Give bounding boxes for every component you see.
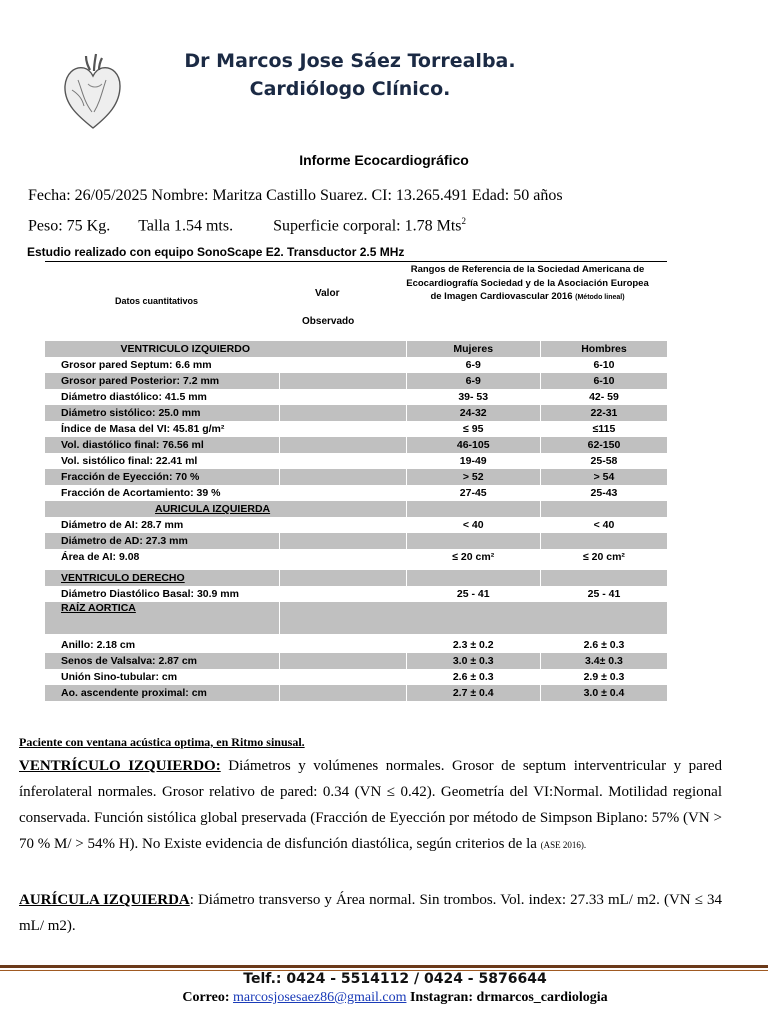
- table-top-border: [45, 261, 667, 262]
- range-mujeres: 6-9: [406, 373, 540, 389]
- empty-cell: [406, 501, 540, 517]
- table-row: [45, 517, 667, 533]
- range-hombres: ≤115: [540, 421, 667, 437]
- empty-cell: [406, 570, 540, 586]
- range-mujeres: 2.3 ± 0.2: [406, 637, 540, 653]
- table-row: [45, 389, 667, 405]
- footer-contact: [0, 990, 768, 1006]
- footer-divider: [0, 965, 768, 968]
- measurement-label: Índice de Masa del VI: 45.81 g/m²: [61, 423, 225, 435]
- section-header-row: [45, 501, 667, 517]
- range-hombres: 2.9 ± 0.3: [540, 669, 667, 685]
- section-ai-label: AURICULA IZQUIERDA: [155, 503, 271, 515]
- table-row: [45, 549, 667, 565]
- range-hombres: 6-10: [540, 373, 667, 389]
- measurement-label: Diámetro Diastólico Basal: 30.9 mm: [61, 588, 239, 600]
- table-row: [45, 533, 667, 549]
- range-hombres: 62-150: [540, 437, 667, 453]
- paciente-note: Paciente con ventana acústica optima, en Ritmo sinusal.: [19, 735, 305, 749]
- talla-value: Talla 1.54 mts.: [138, 217, 234, 235]
- rangos-method: (Método lineal): [575, 294, 625, 301]
- range-mujeres: ≤ 20 cm²: [406, 549, 540, 565]
- observed-value-cell: [279, 653, 406, 669]
- study-equipment: Estudio realizado con equipo SonoScape E2. Transductor 2.5 MHz: [27, 245, 405, 259]
- table-row: [45, 669, 667, 685]
- observed-value-cell: [279, 533, 406, 549]
- empty-cell: [540, 501, 667, 517]
- range-hombres: 25-58: [540, 453, 667, 469]
- superficie-exponent: 2: [461, 216, 467, 226]
- ai-text: : Diámetro transverso y Área normal. Sin trombos. Vol. index: 27.33 mL/ m2. (VN ≤ 34 mL/ m2).: [19, 892, 722, 934]
- measurement-label: Fracción de Acortamiento: 39 %: [61, 487, 221, 499]
- ai-heading: AURÍCULA IZQUIERDA: [19, 892, 190, 908]
- table-row: [45, 421, 667, 437]
- col-datos-cuantitativos: Datos cuantitativos: [115, 296, 199, 306]
- measurement-label: Diámetro diastólico: 41.5 mm: [61, 391, 207, 403]
- section-ao-cell: [45, 602, 279, 634]
- table-row: [45, 453, 667, 469]
- section-ao-label: RAÍZ AORTICA: [61, 602, 136, 614]
- observed-value-cell: [279, 637, 406, 653]
- section-vi-label: VENTRICULO IZQUIERDO: [45, 341, 406, 357]
- range-mujeres: 19-49: [406, 453, 540, 469]
- range-mujeres: ≤ 95: [406, 421, 540, 437]
- table-row: [45, 653, 667, 669]
- superficie-value: Superficie corporal: 1.78 Mts: [273, 217, 462, 235]
- table-row: [45, 357, 667, 373]
- section-header-row: [45, 602, 667, 634]
- observed-value-cell: [279, 373, 406, 389]
- rangos-line: de Imagen Cardiovascular 2016: [430, 291, 573, 302]
- section-header-row: [45, 570, 667, 586]
- range-mujeres: 6-9: [406, 357, 540, 373]
- range-mujeres: 46-105: [406, 437, 540, 453]
- range-hombres: > 54: [540, 469, 667, 485]
- measurement-label: Área de AI: 9.08: [61, 551, 140, 563]
- report-title: Informe Ecocardiográfico: [299, 152, 469, 168]
- measurement-label: Unión Sino-tubular: cm: [61, 671, 178, 683]
- observed-value-cell: [279, 549, 406, 565]
- empty-cell: [279, 602, 667, 634]
- vi-heading: VENTRÍCULO IZQUIERDO:: [19, 758, 221, 774]
- range-hombres: [540, 533, 667, 549]
- range-hombres: 22-31: [540, 405, 667, 421]
- observed-value-cell: [279, 357, 406, 373]
- range-hombres: 25-43: [540, 485, 667, 501]
- table-row: [45, 437, 667, 453]
- range-mujeres: < 40: [406, 517, 540, 533]
- patient-info-line: Fecha: 26/05/2025 Nombre: Maritza Castillo Suarez. CI: 13.265.491 Edad: 50 años: [28, 187, 563, 204]
- table-row: [45, 405, 667, 421]
- measurement-label: Diámetro de AD: 27.3 mm: [45, 533, 279, 549]
- table-row: [45, 469, 667, 485]
- measurement-label: Diámetro sistólico: 25.0 mm: [45, 405, 279, 421]
- col-valor: Valor: [315, 288, 340, 299]
- measurement-label: Diámetro de AI: 28.7 mm: [61, 519, 184, 531]
- range-hombres: 3.0 ± 0.4: [540, 685, 667, 701]
- observed-value-cell: [279, 669, 406, 685]
- range-mujeres: 24-32: [406, 405, 540, 421]
- range-hombres: 42- 59: [540, 389, 667, 405]
- range-hombres: 25 - 41: [540, 586, 667, 602]
- range-mujeres: 25 - 41: [406, 586, 540, 602]
- section-header-row: [45, 341, 667, 357]
- doctor-specialty: Cardiólogo Clínico.: [249, 78, 451, 100]
- observed-value-cell: [279, 405, 406, 421]
- table-row: [45, 685, 667, 701]
- footer-phone: Telf.: 0424 - 5514112 / 0424 - 5876644: [243, 971, 547, 987]
- range-mujeres: 2.7 ± 0.4: [406, 685, 540, 701]
- instagram-handle: Instagran: drmarcos_cardiologia: [406, 990, 608, 1005]
- observed-value-cell: [279, 453, 406, 469]
- measurement-label: Ao. ascendente proximal: cm: [45, 685, 279, 701]
- measurement-label: Fracción de Eyección: 70 %: [45, 469, 279, 485]
- peso-value: Peso: 75 Kg.: [28, 217, 111, 235]
- patient-measures-line: [28, 216, 466, 235]
- vi-text: Diámetros y volúmenes normales. Grosor de septum interventricular y pared ínferolateral normales. Grosor relativo de pared: 0.34 (VN ≤ 0.42). Geometría del VI:Normal. Motilidad regional conservada. Función sistólica global preservada (Fracción de Eyección por método de Simpson Biplano: 57% (VN > 70 % M/ > 54% H). No Existe evidencia de disfunción diastólica, según criterios de la: [19, 758, 722, 852]
- empty-cell: [540, 570, 667, 586]
- range-mujeres: 2.6 ± 0.3: [406, 669, 540, 685]
- echo-measurements-table: [45, 341, 667, 701]
- measurement-label: Grosor pared Septum: 6.6 mm: [61, 359, 212, 371]
- rangos-line: Rangos de Referencia de la Sociedad Americana de: [410, 264, 645, 275]
- section-vd-label: VENTRICULO DERECHO: [61, 572, 185, 584]
- observed-value-cell: [279, 389, 406, 405]
- table-row: [45, 586, 667, 602]
- range-hombres: ≤ 20 cm²: [540, 549, 667, 565]
- table-row: [45, 485, 667, 501]
- col-observado: Observado: [302, 316, 355, 327]
- range-mujeres: 27-45: [406, 485, 540, 501]
- range-mujeres: 39- 53: [406, 389, 540, 405]
- section-vd-cell: [45, 570, 279, 586]
- observed-value-cell: [279, 586, 406, 602]
- observed-value-cell: [279, 421, 406, 437]
- vi-paragraph: [19, 753, 722, 858]
- ai-paragraph: [19, 887, 722, 939]
- rangos-line: Ecocardiografía Sociedad y de la Asociación Europea: [406, 277, 649, 289]
- email-link[interactable]: marcosjosesaez86@gmail.com: [233, 990, 407, 1005]
- col-hombres: Hombres: [540, 341, 667, 357]
- range-mujeres: 3.0 ± 0.3: [406, 653, 540, 669]
- observed-value-cell: [279, 485, 406, 501]
- range-mujeres: > 52: [406, 469, 540, 485]
- measurement-label: Anillo: 2.18 cm: [61, 639, 136, 651]
- range-hombres: 6-10: [540, 357, 667, 373]
- range-mujeres: [406, 533, 540, 549]
- range-hombres: < 40: [540, 517, 667, 533]
- table-row: [45, 637, 667, 653]
- col-mujeres: Mujeres: [406, 341, 540, 357]
- doctor-name: Dr Marcos Jose Sáez Torrealba.: [184, 50, 516, 72]
- observed-value-cell: [279, 437, 406, 453]
- measurement-label: Senos de Valsalva: 2.87 cm: [45, 653, 279, 669]
- col-rangos-referencia: [380, 263, 675, 305]
- range-hombres: 2.6 ± 0.3: [540, 637, 667, 653]
- correo-label: Correo:: [182, 990, 234, 1005]
- observed-value-cell: [279, 469, 406, 485]
- measurement-label: Vol. sistólico final: 22.41 ml: [61, 455, 198, 467]
- vi-reference: (ASE 2016).: [540, 840, 587, 850]
- observed-value-cell: [279, 685, 406, 701]
- measurement-label: Vol. diastólico final: 76.56 ml: [45, 437, 279, 453]
- table-row: [45, 373, 667, 389]
- observed-value-cell: [279, 517, 406, 533]
- range-hombres: 3.4± 0.3: [540, 653, 667, 669]
- measurement-label: Grosor pared Posterior: 7.2 mm: [45, 373, 279, 389]
- empty-cell: [279, 570, 406, 586]
- section-ai-cell: [45, 501, 406, 517]
